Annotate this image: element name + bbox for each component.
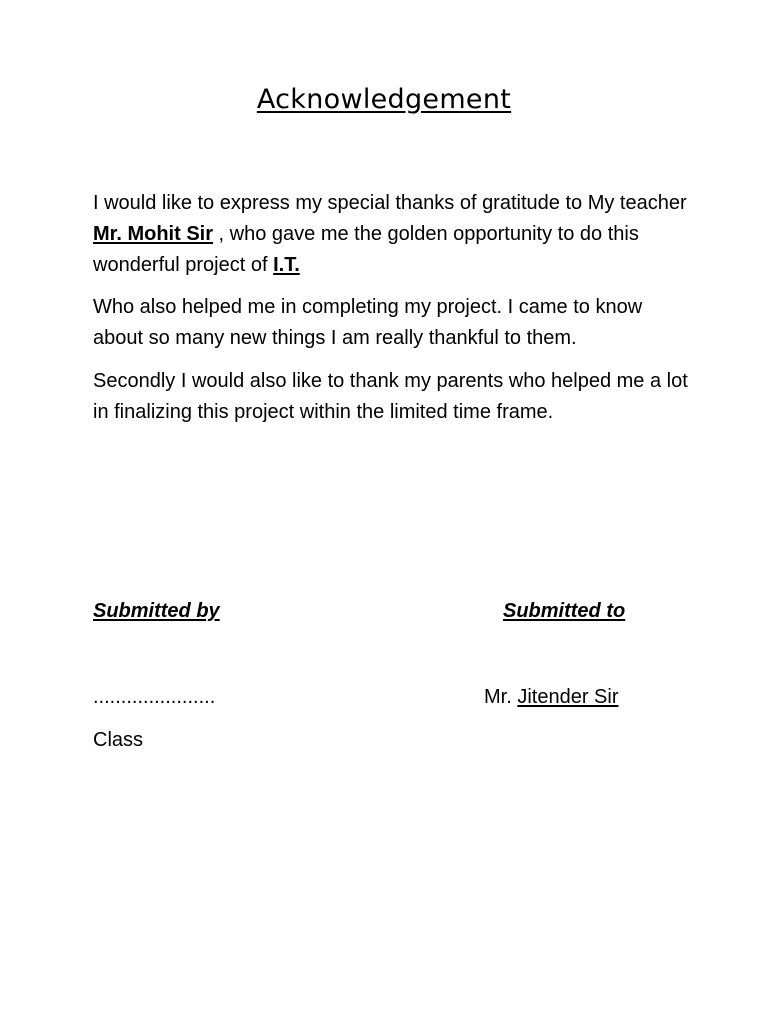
- paragraph-parents: Secondly I would also like to thank my parents who helped me a lot in finalizing this project within the limited time frame.: [93, 370, 688, 423]
- teacher-name: Mr. Mohit Sir: [93, 223, 213, 245]
- paragraph-thanks-teacher: [93, 188, 693, 281]
- paragraph1-text-start: I would like to express my special thanks of gratitude to My teacher: [93, 192, 687, 214]
- page-title: Acknowledgement: [256, 84, 512, 115]
- student-name-placeholder: ......................: [93, 686, 216, 708]
- subject-name: I.T.: [273, 254, 300, 276]
- submitted-by-heading: Submitted by: [93, 600, 220, 622]
- recipient-teacher-name: Jitender Sir: [517, 686, 619, 708]
- recipient-name: [484, 686, 619, 709]
- submitted-to-heading: Submitted to: [503, 600, 626, 622]
- recipient-prefix: Mr.: [484, 686, 518, 708]
- class-label: Class: [93, 729, 144, 751]
- paragraph-help: Who also helped me in completing my project. I came to know about so many new things I am really thankful to them.: [93, 296, 643, 349]
- paragraph1-text-middle: , who gave me the golden opportunity to do this wonderful project of: [93, 223, 639, 276]
